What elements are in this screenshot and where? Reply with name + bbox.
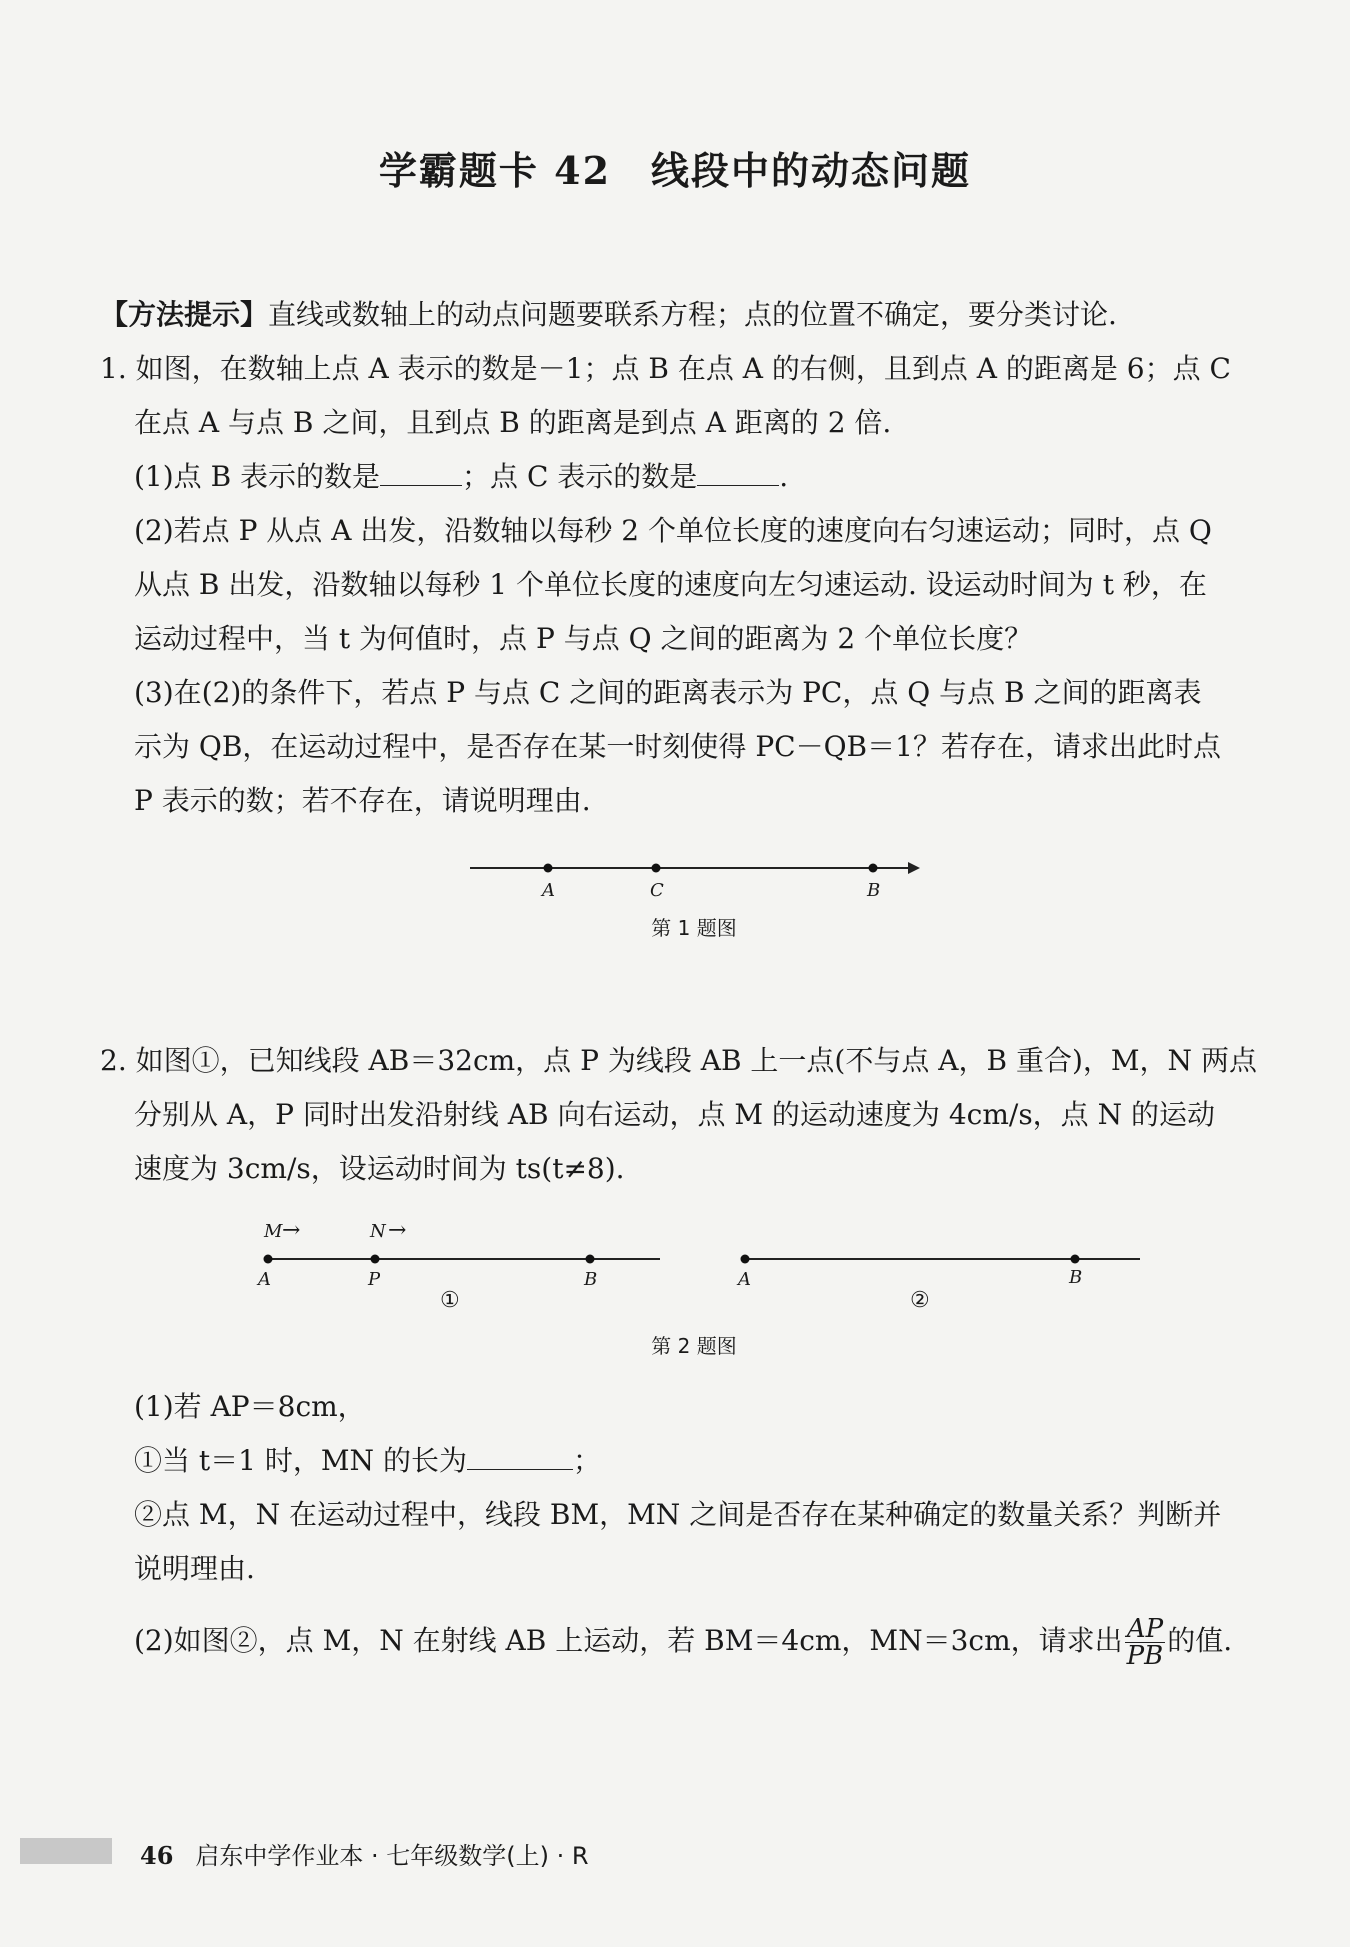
q2-figure-1: [250, 1215, 670, 1310]
q1-answer-blank-b[interactable]: [380, 459, 462, 486]
moving-point-n-label: N: [370, 1221, 386, 1242]
q2-part2: [100, 1614, 1300, 1669]
q2-part2-end: 的值.: [1167, 1624, 1233, 1657]
q2-parts: [100, 1380, 1300, 1669]
q2-stem-line1: 如图①，已知线段 AB＝32cm，点 P 为线段 AB 上一点(不与点 A，B 重合)，M，N 两点: [135, 1044, 1257, 1077]
method-tip-text: 直线或数轴上的动点问题要联系方程；点的位置不确定，要分类讨论.: [268, 298, 1117, 331]
q1-stem-line2: 在点 A 与点 B 之间，且到点 B 的距离是到点 A 距离的 2 倍.: [134, 406, 892, 439]
q2-part1-q1: [100, 1434, 1300, 1488]
page-number: 46: [140, 1841, 174, 1870]
q1-part1-text-a: (1)点 B 表示的数是: [134, 460, 381, 493]
q1-part3-line3: P 表示的数；若不存在，请说明理由.: [134, 784, 591, 817]
q1-part2-line1: (2)若点 P 从点 A 出发，沿数轴以每秒 2 个单位长度的速度向右匀速运动；同时，点 Q: [134, 514, 1212, 547]
fraction-numerator: AP: [1125, 1616, 1166, 1643]
fig1-point-b-dot: [586, 1255, 595, 1264]
fig2-number-label: ②: [910, 1288, 930, 1310]
q1-part2-line2: 从点 B 出发，沿数轴以每秒 1 个单位长度的速度向左匀速运动. 设运动时间为 t 秒，在: [134, 568, 1207, 601]
point-c-label: C: [650, 880, 664, 901]
q1-part1-text-b: ；点 C 表示的数是: [462, 460, 698, 493]
fig1-point-p-label: P: [368, 1269, 381, 1290]
q1-part2-line3: 运动过程中，当 t 为何值时，点 P 与点 Q 之间的距离为 2 个单位长度？: [134, 622, 1033, 655]
point-b-label: B: [867, 880, 881, 901]
q2-part1-q1-text: ①当 t＝1 时，MN 的长为: [134, 1444, 467, 1477]
number-line-arrowhead: [908, 862, 920, 874]
q1-figure-caption: 第 1 题图: [651, 916, 737, 940]
method-tip: [100, 288, 1300, 342]
fig2-point-a-dot: [741, 1255, 750, 1264]
title-card-number: 学霸题卡 42: [378, 148, 612, 193]
fig1-point-a-dot: [264, 1255, 273, 1264]
q1-part3-line2: 示为 QB，在运动过程中，是否存在某一时刻使得 PC－QB＝1？若存在，请求出此时点: [134, 730, 1221, 763]
q1-part1: [100, 450, 1300, 504]
q1-part3-line1: (3)在(2)的条件下，若点 P 与点 C 之间的距离表示为 PC，点 Q 与点 B 之间的距离表: [134, 676, 1202, 709]
fraction-denominator: PB: [1126, 1641, 1164, 1671]
question-2: [100, 1034, 1300, 1196]
q2-mn-answer-blank[interactable]: [467, 1443, 573, 1470]
point-a-dot: [544, 864, 553, 873]
q2-stem-line3: 速度为 3cm/s，设运动时间为 ts(t≠8).: [134, 1152, 625, 1185]
footer-gray-bar: [20, 1838, 112, 1864]
title-topic: 线段中的动态问题: [651, 148, 972, 193]
q2-part1-q2-line2: 说明理由.: [134, 1552, 255, 1585]
question-1: [100, 342, 1300, 828]
fig1-point-p-dot: [371, 1255, 380, 1264]
moving-point-m-label: M: [264, 1221, 283, 1242]
fig2-point-b-dot: [1071, 1255, 1080, 1264]
q1-stem-line1: 如图，在数轴上点 A 表示的数是－1；点 B 在点 A 的右侧，且到点 A 的距离是 6；点 C: [135, 352, 1231, 385]
fig1-number-label: ①: [440, 1288, 460, 1310]
ap-over-pb-fraction: [1125, 1616, 1166, 1669]
fig2-point-a-label: A: [738, 1269, 751, 1290]
q1-part1-text-c: .: [779, 460, 789, 493]
q2-figure-caption: 第 2 题图: [651, 1334, 737, 1358]
q2-part1-line1: (1)若 AP＝8cm，: [134, 1390, 366, 1423]
method-tip-label: 【方法提示】: [100, 298, 269, 331]
q1-answer-blank-c[interactable]: [697, 459, 779, 486]
fig2-point-b-label: B: [1069, 1267, 1083, 1288]
q2-part1-q1-end: ；: [572, 1444, 601, 1477]
q2-part1-q2-line1: ②点 M，N 在运动过程中，线段 BM，MN 之间是否存在某种确定的数量关系？判断并: [134, 1498, 1222, 1531]
q2-stem-line2: 分别从 A，P 同时出发沿射线 AB 向右运动，点 M 的运动速度为 4cm/s，点 N 的运动: [134, 1098, 1215, 1131]
n-direction-arrow-icon: →: [388, 1218, 407, 1243]
q1-number: 1.: [100, 352, 127, 385]
point-b-dot: [869, 864, 878, 873]
page-footer: [140, 1836, 589, 1871]
q1-number-line-figure: [460, 850, 940, 910]
fig1-point-b-label: B: [584, 1269, 598, 1290]
book-title: 启东中学作业本 · 七年级数学(上) · R: [195, 1842, 589, 1870]
page-title: [0, 140, 1350, 195]
m-direction-arrow-icon: →: [282, 1218, 301, 1243]
q2-number: 2.: [100, 1044, 127, 1077]
fig1-point-a-label: A: [258, 1269, 271, 1290]
point-a-label: A: [542, 880, 555, 901]
point-c-dot: [652, 864, 661, 873]
q2-part2-text: (2)如图②，点 M，N 在射线 AB 上运动，若 BM＝4cm，MN＝3cm，请求出: [134, 1624, 1123, 1657]
q2-figure-2: [730, 1215, 1150, 1310]
